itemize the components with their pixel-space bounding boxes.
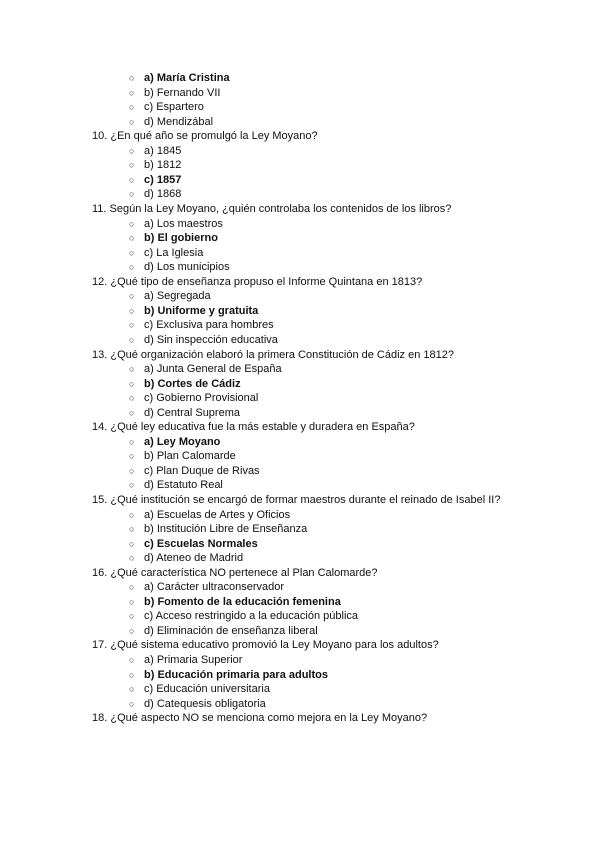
answer-option-text: d) Los municipios — [144, 261, 230, 274]
question-text: 14. ¿Qué ley educativa fue la más estable y duradera en España? — [92, 421, 415, 434]
answer-option-correct-text: c) Escuelas Normales — [144, 537, 258, 550]
answer-option — [129, 551, 243, 565]
bullet-circle-icon: ○ — [129, 698, 135, 709]
answer-option-correct-text: b) El gobierno — [144, 232, 218, 245]
bullet-circle-icon: ○ — [129, 611, 135, 622]
answer-option-text: d) Estatuto Real — [144, 479, 223, 492]
answer-option — [129, 246, 203, 260]
answer-option — [129, 318, 274, 332]
answer-option-text: a) 1845 — [144, 144, 182, 157]
bullet-circle-icon: ○ — [129, 116, 135, 127]
answer-option — [129, 435, 220, 449]
bullet-circle-icon: ○ — [129, 480, 135, 491]
bullet-circle-icon: ○ — [129, 160, 135, 171]
answer-option — [129, 115, 213, 129]
bullet-circle-icon: ○ — [129, 364, 135, 374]
question-text: 11. Según la Ley Moyano, ¿quién controlaba los contenidos de los libros? — [92, 203, 452, 215]
bullet-circle-icon: ○ — [129, 291, 135, 302]
answer-option — [129, 158, 181, 172]
answer-option-text: c) Acceso restringido a la educación pública — [144, 610, 359, 623]
answer-option — [129, 100, 204, 114]
answer-option — [129, 668, 328, 682]
bullet-circle-icon: ○ — [129, 262, 135, 273]
answer-option-text: d) 1868 — [144, 188, 182, 201]
bullet-circle-icon: ○ — [129, 305, 135, 316]
answer-option — [129, 86, 220, 100]
answer-option-text: a) Carácter ultraconservador — [144, 581, 285, 594]
answer-option — [129, 231, 218, 245]
answer-option-text: c) Gobierno Provisional — [144, 392, 259, 405]
answer-option — [129, 333, 278, 347]
answer-option — [129, 464, 260, 478]
answer-option-text: c) La Iglesia — [144, 246, 204, 259]
answer-option-text: d) Eliminación de enseñanza liberal — [144, 624, 318, 637]
bullet-circle-icon: ○ — [129, 334, 135, 345]
bullet-circle-icon: ○ — [129, 436, 135, 447]
answer-option-text: a) Junta General de España — [144, 363, 282, 375]
answer-option-correct-text: c) 1857 — [144, 173, 182, 186]
answer-option — [129, 522, 307, 536]
bullet-circle-icon: ○ — [129, 655, 135, 665]
answer-option — [129, 682, 270, 696]
answer-option-text: c) Educación universitaria — [144, 683, 270, 696]
answer-option-text: d) Mendizábal — [144, 115, 214, 128]
question-text: 12. ¿Qué tipo de enseñanza propuso el Informe Quintana en 1813? — [92, 275, 423, 288]
answer-option — [129, 304, 258, 318]
answer-option — [129, 580, 284, 594]
bullet-circle-icon: ○ — [129, 684, 135, 695]
answer-option — [129, 71, 230, 85]
bullet-circle-icon: ○ — [129, 102, 135, 113]
bullet-circle-icon: ○ — [129, 465, 135, 476]
question-text: 13. ¿Qué organización elaboró la primera Constitución de Cádiz en 1812? — [92, 348, 454, 361]
answer-option — [129, 508, 290, 522]
bullet-circle-icon: ○ — [129, 320, 135, 331]
bullet-circle-icon: ○ — [129, 582, 135, 593]
answer-option — [129, 609, 358, 623]
answer-option-correct-text: b) Educación primaria para adultos — [144, 668, 328, 681]
answer-option — [129, 537, 258, 551]
answer-option-text: c) Espartero — [144, 101, 204, 114]
answer-option-correct-text: b) Uniforme y gratuita — [144, 304, 259, 317]
answer-option-correct-text: b) Fomento de la educación femenina — [144, 595, 341, 608]
answer-option-text: b) Plan Calomarde — [144, 450, 236, 463]
bullet-circle-icon: ○ — [129, 218, 135, 229]
answer-option-text: a) Los maestros — [144, 217, 223, 230]
answer-option-correct-text: b) Cortes de Cádiz — [144, 377, 241, 390]
bullet-circle-icon: ○ — [129, 451, 135, 462]
answer-option-text: c) Plan Duque de Rivas — [144, 464, 260, 477]
bullet-circle-icon: ○ — [129, 553, 135, 564]
answer-option — [129, 697, 266, 711]
question-text: 17. ¿Qué sistema educativo promovió la Ley Moyano para los adultos? — [92, 639, 439, 652]
bullet-circle-icon: ○ — [129, 538, 135, 549]
bullet-circle-icon: ○ — [129, 625, 135, 636]
answer-option-text: d) Central Suprema — [144, 406, 240, 419]
answer-option-text: a) Segregada — [144, 290, 211, 303]
answer-option — [129, 260, 230, 274]
answer-option-text: c) Exclusiva para hombres — [144, 319, 274, 332]
answer-option — [129, 377, 241, 391]
answer-option — [129, 624, 318, 638]
bullet-circle-icon: ○ — [129, 669, 135, 680]
question-text: 18. ¿Qué aspecto NO se menciona como mejora en la Ley Moyano? — [92, 712, 428, 725]
answer-option-text: a) Escuelas de Artes y Oficios — [144, 508, 291, 521]
answer-option-text: b) Institución Libre de Enseñanza — [144, 523, 308, 536]
answer-option-text: d) Ateneo de Madrid — [144, 552, 244, 565]
bullet-circle-icon: ○ — [129, 174, 135, 185]
answer-option — [129, 406, 240, 420]
answer-option — [129, 478, 223, 492]
answer-option-text: d) Catequesis obligatoria — [144, 697, 266, 710]
answer-option — [129, 173, 181, 187]
bullet-circle-icon: ○ — [129, 393, 135, 404]
question-text: 15. ¿Qué institución se encargó de formar maestros durante el reinado de Isabel II? — [92, 494, 501, 506]
question-text: 16. ¿Qué característica NO pertenece al Plan Calomarde? — [92, 566, 378, 579]
bullet-circle-icon: ○ — [129, 233, 135, 244]
answer-option-correct-text: a) Ley Moyano — [144, 435, 221, 448]
bullet-circle-icon: ○ — [129, 87, 135, 98]
bullet-circle-icon: ○ — [129, 145, 135, 156]
answer-option — [129, 289, 211, 303]
bullet-circle-icon: ○ — [129, 596, 135, 607]
answer-option — [129, 362, 282, 376]
bullet-circle-icon: ○ — [129, 247, 135, 258]
answer-option-text: b) Fernando VII — [144, 86, 221, 99]
answer-option — [129, 187, 181, 201]
answer-option-text: a) Primaria Superior — [144, 654, 243, 666]
bullet-circle-icon: ○ — [129, 73, 135, 83]
answer-option — [129, 653, 242, 667]
answer-option — [129, 391, 258, 405]
bullet-circle-icon: ○ — [129, 407, 135, 418]
answer-option — [129, 449, 236, 463]
question-text: 10. ¿En qué año se promulgó la Ley Moyano? — [92, 130, 318, 143]
bullet-circle-icon: ○ — [129, 378, 135, 389]
answer-option — [129, 144, 181, 158]
bullet-circle-icon: ○ — [129, 509, 135, 520]
bullet-circle-icon: ○ — [129, 189, 135, 200]
answer-option-text: d) Sin inspección educativa — [144, 333, 278, 346]
answer-option-text: b) 1812 — [144, 159, 182, 172]
bullet-circle-icon: ○ — [129, 524, 135, 535]
answer-option — [129, 595, 341, 609]
answer-option-correct-text: a) María Cristina — [144, 72, 230, 84]
answer-option — [129, 217, 223, 231]
